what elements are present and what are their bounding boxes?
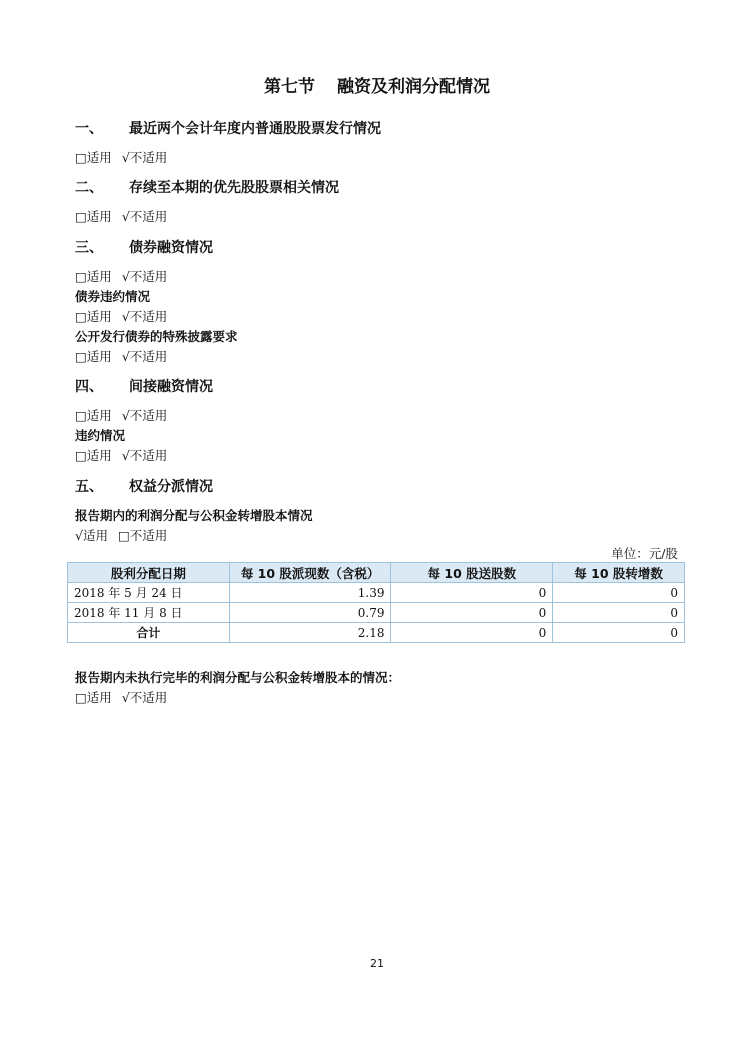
option-applicable: □适用: [75, 269, 112, 284]
heading-number: 四、: [75, 379, 103, 395]
option-applicable: □适用: [75, 690, 112, 705]
applicability-options: [75, 688, 167, 706]
table-cell: 2018 年 11 月 8 日: [68, 603, 230, 623]
applicability-options: [75, 267, 167, 285]
applicability-options: [75, 307, 167, 325]
applicability-options: [75, 148, 167, 166]
option-not-applicable: √不适用: [121, 269, 168, 284]
subheading-special-disclosure: 公开发行债券的特殊披露要求: [75, 329, 238, 344]
option-applicable: □适用: [75, 150, 112, 165]
applicability-options: [75, 207, 167, 225]
heading-text: 权益分派情况: [129, 479, 213, 495]
table-cell: 0: [553, 603, 685, 623]
unit-label: 单位：元/股: [611, 546, 678, 561]
table-cell: 0: [553, 583, 685, 603]
option-not-applicable: √不适用: [121, 408, 168, 423]
heading-section-2: [75, 177, 339, 197]
table-cell: 1.39: [229, 583, 391, 603]
heading-text: 间接融资情况: [129, 379, 213, 395]
heading-number: 一、: [75, 121, 103, 137]
heading-number: 五、: [75, 479, 103, 495]
column-header: 每 10 股送股数: [391, 563, 553, 583]
column-header: 每 10 股派现数（含税）: [229, 563, 391, 583]
subheading-unexecuted-distribution: 报告期内未执行完毕的利润分配与公积金转增股本的情况：: [75, 670, 401, 685]
page-title: [0, 72, 754, 97]
table-cell: 0: [391, 583, 553, 603]
table-cell: 0.79: [229, 603, 391, 623]
subheading-bond-default: 债券违约情况: [75, 289, 151, 304]
table-cell: 0: [553, 623, 685, 643]
heading-number: 三、: [75, 240, 103, 256]
option-applicable: □适用: [75, 448, 112, 463]
option-applicable: □适用: [75, 349, 112, 364]
subheading-profit-distribution: 报告期内的利润分配与公积金转增股本情况: [75, 508, 313, 523]
option-applicable: □适用: [75, 209, 112, 224]
table-cell: 2.18: [229, 623, 391, 643]
table-cell: 0: [391, 623, 553, 643]
option-not-applicable: √不适用: [121, 690, 168, 705]
option-applicable: □适用: [75, 309, 112, 324]
option-not-applicable: √不适用: [121, 349, 168, 364]
subheading-default: 违约情况: [75, 428, 126, 443]
section-number: 第七节: [264, 77, 315, 97]
applicability-options: [75, 406, 167, 424]
heading-text: 最近两个会计年度内普通股股票发行情况: [129, 121, 381, 137]
heading-number: 二、: [75, 180, 103, 196]
column-header: 每 10 股转增数: [553, 563, 685, 583]
applicability-options: [75, 347, 167, 365]
table-cell: 0: [391, 603, 553, 623]
table-cell: 合计: [68, 623, 230, 643]
column-header: 股利分配日期: [68, 563, 230, 583]
heading-section-4: [75, 376, 213, 396]
heading-section-3: [75, 237, 213, 257]
option-applicable: □适用: [75, 408, 112, 423]
heading-section-5: [75, 476, 213, 496]
option-not-applicable: □不适用: [117, 528, 168, 543]
heading-text: 债券融资情况: [129, 240, 213, 256]
option-not-applicable: √不适用: [121, 309, 168, 324]
option-applicable: √适用: [75, 528, 108, 543]
option-not-applicable: √不适用: [121, 209, 168, 224]
heading-text: 存续至本期的优先股股票相关情况: [129, 180, 339, 196]
table-cell: 2018 年 5 月 24 日: [68, 583, 230, 603]
page-number: 21: [370, 957, 384, 970]
option-not-applicable: √不适用: [121, 448, 168, 463]
table-row: [68, 583, 685, 603]
section-name: 融资及利润分配情况: [337, 77, 490, 97]
applicability-options: [75, 526, 167, 544]
applicability-options: [75, 446, 167, 464]
table-total-row: [68, 623, 685, 643]
heading-section-1: [75, 118, 381, 138]
option-not-applicable: √不适用: [121, 150, 168, 165]
dividend-table: [67, 562, 685, 643]
table-header-row: [68, 563, 685, 583]
table-row: [68, 603, 685, 623]
